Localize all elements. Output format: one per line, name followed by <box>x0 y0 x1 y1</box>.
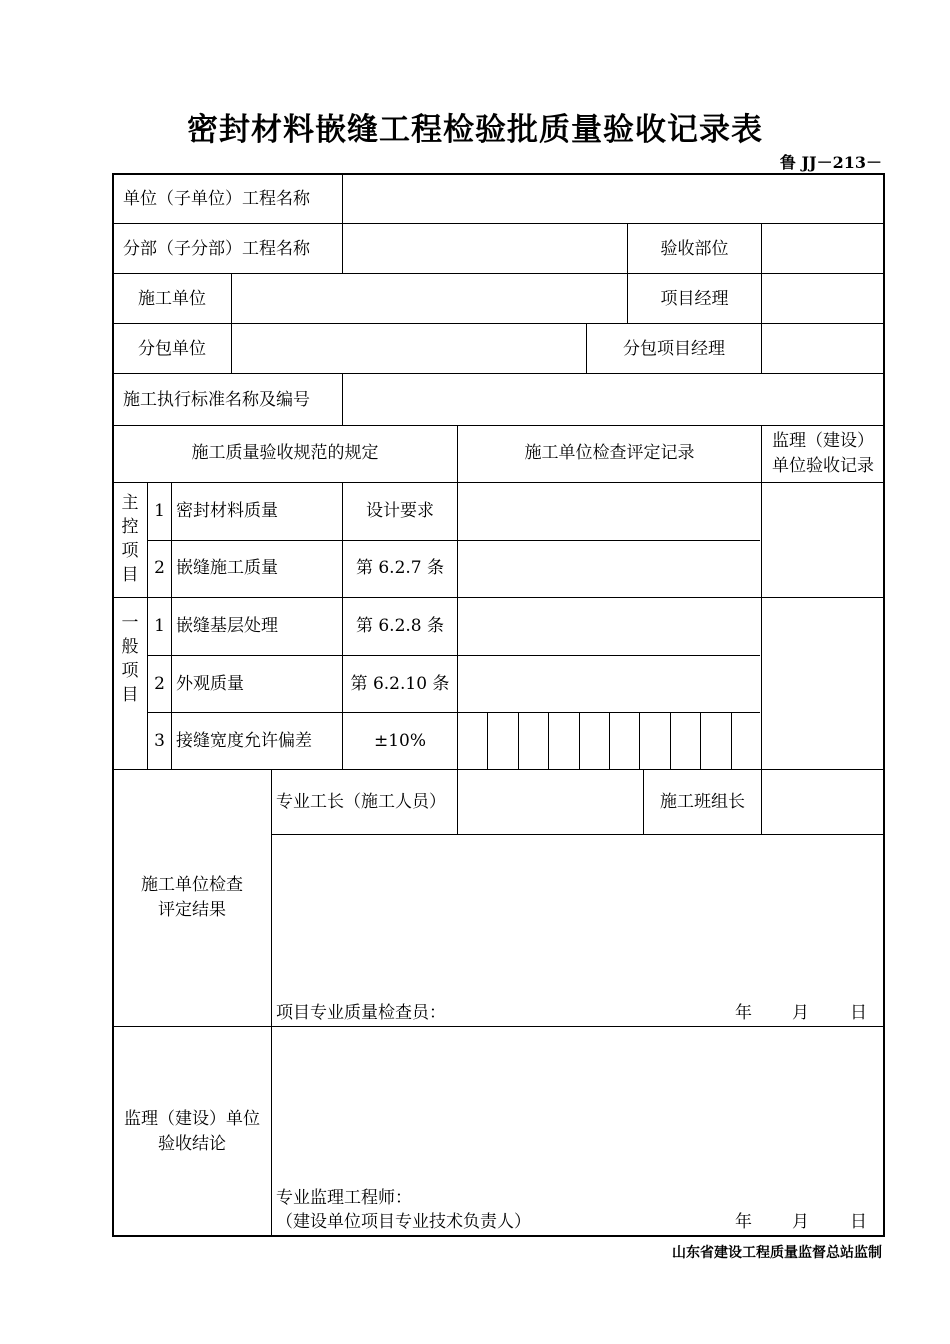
check-result-label-line1: 施工单位检查 <box>141 875 243 895</box>
form-title: 密封材料嵌缝工程检验批质量验收记录表 <box>187 112 763 148</box>
supervisor-record-header-line1: 监理（建设） <box>772 431 874 451</box>
item-requirement: 第 6.2.8 条 <box>355 616 445 636</box>
item-requirement: 第 6.2.7 条 <box>355 558 445 578</box>
division-project-label: 分部（子分部）工程名称 <box>123 239 310 259</box>
construction-unit-label: 施工单位 <box>138 289 206 309</box>
check-day-label: 日 <box>850 1003 867 1023</box>
item-number: 2 <box>154 558 165 578</box>
item-number: 3 <box>154 731 165 751</box>
item-number: 1 <box>154 616 165 636</box>
spec-column-header: 施工质量验收规范的规定 <box>191 443 379 463</box>
supervision-label-line1: 监理（建设）单位 <box>124 1109 260 1129</box>
item-number: 1 <box>154 501 165 521</box>
team-leader-label: 施工班组长 <box>660 792 745 812</box>
item-requirement: 设计要求 <box>366 501 434 521</box>
item-requirement: ±10% <box>373 731 427 751</box>
subcontractor-label: 分包单位 <box>138 339 206 359</box>
form-code: 鲁 JJ－213－ <box>779 153 882 172</box>
general-group-label: 一 般 项 目 <box>121 613 139 705</box>
supervising-engineer-label: 专业监理工程师： <box>276 1188 412 1208</box>
inspection-form-table <box>112 173 885 1237</box>
contractor-record-header: 施工单位检查评定记录 <box>524 443 695 463</box>
check-result-label-line2: 评定结果 <box>158 900 226 920</box>
quality-inspector-label: 项目专业质量检查员： <box>276 1003 446 1023</box>
sub-project-manager-label: 分包项目经理 <box>623 339 725 359</box>
supervisor-record-header-line2: 单位验收记录 <box>772 456 874 476</box>
project-manager-label: 项目经理 <box>660 289 729 309</box>
supervision-year-label: 年 <box>735 1212 752 1232</box>
item-name: 接缝宽度允许偏差 <box>176 731 312 751</box>
acceptance-part-label: 验收部位 <box>660 239 729 259</box>
item-name: 外观质量 <box>176 674 244 694</box>
standard-label: 施工执行标准名称及编号 <box>123 390 310 410</box>
supervision-month-label: 月 <box>792 1212 809 1232</box>
item-name: 嵌缝基层处理 <box>176 616 278 636</box>
unit-project-label: 单位（子单位）工程名称 <box>123 189 310 209</box>
item-requirement: 第 6.2.10 条 <box>350 674 450 694</box>
item-name: 密封材料质量 <box>176 501 278 521</box>
foreman-label: 专业工长（施工人员） <box>276 792 446 812</box>
owner-representative-label: （建设单位项目专业技术负责人） <box>276 1212 531 1232</box>
main-control-group-label: 主 控 项 目 <box>121 493 139 585</box>
check-year-label: 年 <box>735 1003 752 1023</box>
item-name: 嵌缝施工质量 <box>176 558 278 578</box>
supervision-day-label: 日 <box>850 1212 867 1232</box>
supervision-label-line2: 验收结论 <box>158 1134 226 1154</box>
check-month-label: 月 <box>792 1003 809 1023</box>
item-number: 2 <box>154 674 165 694</box>
issuer-footer: 山东省建设工程质量监督总站监制 <box>672 1245 882 1261</box>
